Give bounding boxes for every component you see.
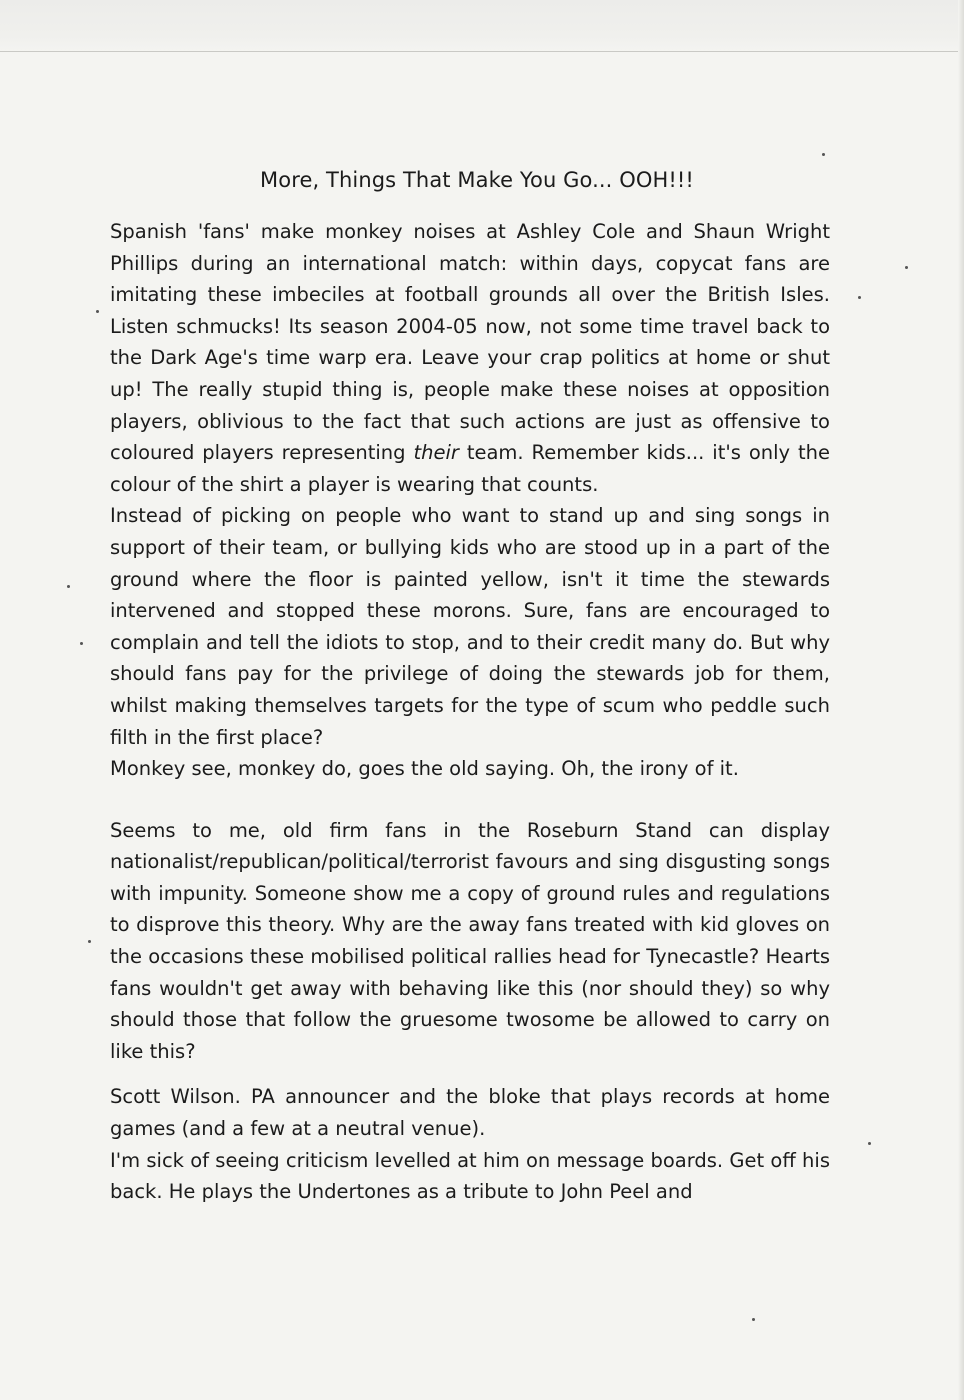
paragraph-text: Spanish 'fans' make monkey noises at Ashley Cole and Shaun Wright Phillips during an international match: within days, copycat fans are imitating these imbeciles at football grounds all over the British Isles. Listen schmucks! Its season 2004-05 now, not some time travel back to the Dark Age's time warp era. Leave your crap politics at home or shut up! The really stupid thing is, people make these noises at opposition players, oblivious to the fact that such actions are just as offensive to coloured players representing (110, 220, 830, 465)
scan-speck (858, 296, 861, 299)
scan-speck (88, 940, 91, 943)
article-body (110, 168, 830, 1208)
page-right-edge (958, 0, 964, 1400)
emphasis-word: their (413, 441, 459, 465)
paragraph-gap (110, 1067, 830, 1081)
scan-speck (67, 585, 70, 588)
paragraph-gap (110, 785, 830, 815)
scan-speck (868, 1142, 871, 1145)
scan-speck (80, 642, 83, 645)
scan-speck (905, 266, 908, 269)
paragraph-scott-wilson: Scott Wilson. PA announcer and the bloke that plays records at home games (and a few at a neutral venue). (110, 1085, 830, 1141)
scan-speck (822, 153, 825, 156)
paragraph-old-firm: Seems to me, old firm fans in the Roseburn Stand can display nationalist/republican/political/terrorist favours and sing disgusting songs with impunity. Someone show me a copy of ground rules and regulations to disprove this theory. Why are the away fans treated with kid gloves on the occasions these mobilised political rallies head for Tynecastle? Hearts fans wouldn't get away with behaving like this (nor should they) so why should those that follow the gruesome twosome be allowed to carry on like this? (110, 818, 830, 1063)
scan-speck (752, 1318, 755, 1321)
paragraph-monkey-see: Monkey see, monkey do, goes the old saying. Oh, the irony of it. (110, 757, 739, 781)
paragraph-monkey-noises (110, 216, 830, 500)
page-top-edge (0, 0, 964, 52)
article-title: More, Things That Make You Go... OOH!!! (260, 168, 694, 192)
paragraph-message-boards: I'm sick of seeing criticism levelled at him on message boards. Get off his back. He plays the Undertones as a tribute to John Peel and (110, 1148, 830, 1204)
paragraph-text-end: team. Remember kids... it's only the colour of the shirt a player is wearing that counts. (110, 441, 830, 496)
paragraph-stewards: Instead of picking on people who want to stand up and sing songs in support of their team, or bullying kids who are stood up in a part of the ground where the floor is painted yellow, isn't it time the stewards intervened and stopped these morons. Sure, fans are encouraged to complain and tell the idiots to stop, and to their credit many do. But why should fans pay for the privilege of doing the stewards job for them, whilst making themselves targets for the type of scum who peddle such filth in the first place? (110, 504, 830, 749)
scan-speck (96, 310, 99, 313)
